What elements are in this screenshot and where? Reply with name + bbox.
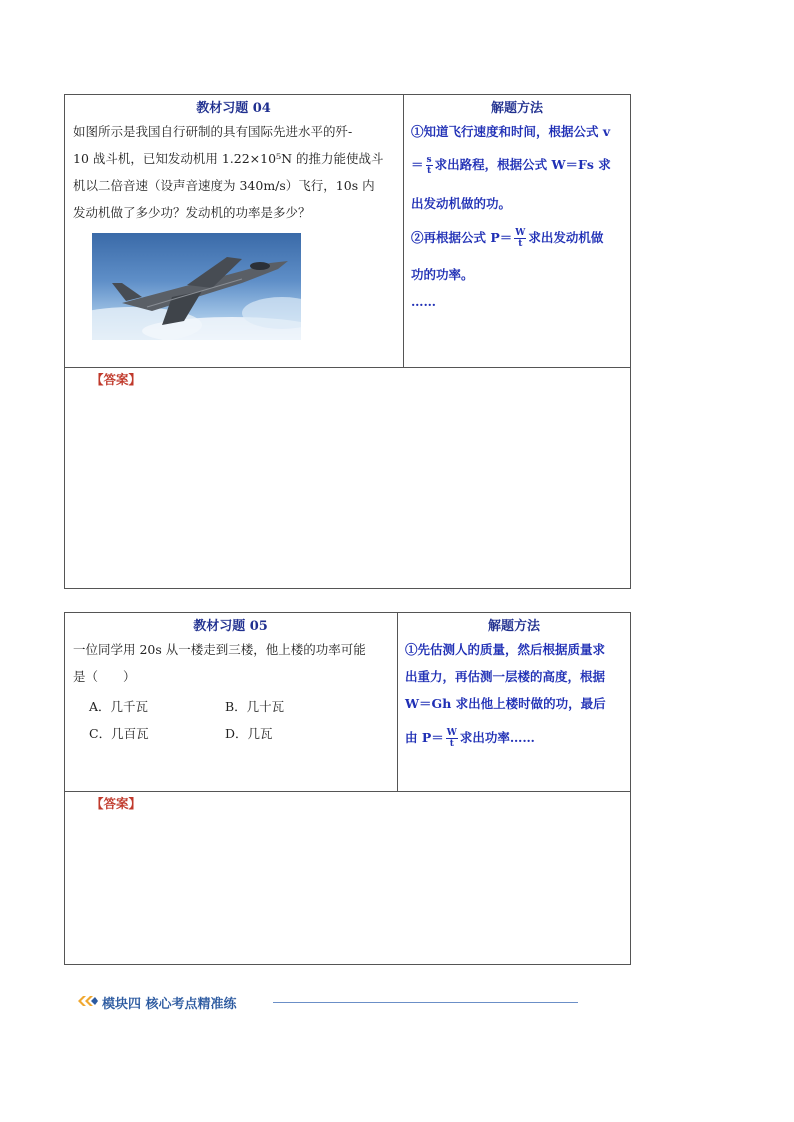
question-line: 发动机做了多少功？发动机的功率是多少？ bbox=[73, 205, 311, 220]
option-c: C．几百瓦 bbox=[89, 726, 149, 741]
double-chevron-icon bbox=[78, 993, 98, 1012]
method-line: ①先估测人的质量，然后根据质量求 bbox=[405, 642, 606, 657]
method-line: …… bbox=[411, 294, 436, 309]
module-title: 模块四 核心考点精准练 bbox=[102, 997, 237, 1012]
fraction-w-over-t: $\frac{W}{t}$ bbox=[515, 228, 526, 249]
exercise-04-method-title: 解题方法 bbox=[490, 101, 543, 116]
method-line: 由 P＝ $\frac{W}{t}$ 求出功率…… bbox=[405, 728, 535, 749]
question-line: 机以二倍音速（设声音速度为 340m/s）飞行，10s 内 bbox=[73, 178, 375, 193]
method-line: 出重力，再估测一层楼的高度，根据 bbox=[405, 669, 606, 684]
method-line: ②再根据公式 P＝ $\frac{W}{t}$ 求出发动机做 bbox=[411, 228, 604, 249]
method-line: 功的功率。 bbox=[411, 267, 474, 282]
method-line: ＝ $\frac{s}{t}$ 求出路程，根据公式 W＝Fs 求 bbox=[411, 155, 611, 176]
option-b: B．几十瓦 bbox=[225, 699, 285, 714]
option-d: D．几瓦 bbox=[225, 726, 273, 741]
method-line: W＝Gh 求出他上楼时做的功，最后 bbox=[405, 696, 606, 711]
method-line: ①知道飞行速度和时间，根据公式 v bbox=[411, 124, 611, 139]
method-line: 出发动机做的功。 bbox=[411, 196, 512, 211]
module-heading bbox=[78, 993, 237, 1012]
exercise-05-title: 教材习题 05 bbox=[193, 619, 268, 634]
option-a: A．几千瓦 bbox=[89, 699, 149, 714]
exercise-04-answer-label: 【答案】 bbox=[91, 372, 142, 387]
fighter-jet-image bbox=[92, 233, 301, 340]
column-divider bbox=[403, 95, 404, 368]
question-line: 10 战斗机，已知发动机用 1.22×10⁵N 的推力能使战斗 bbox=[73, 151, 384, 166]
row-divider bbox=[65, 367, 630, 368]
question-line: 一位同学用 20s 从一楼走到三楼，他上楼的功率可能 bbox=[73, 642, 366, 657]
column-divider bbox=[397, 613, 398, 792]
question-line: 如图所示是我国自行研制的具有国际先进水平的歼- bbox=[73, 124, 353, 139]
row-divider bbox=[65, 791, 630, 792]
fraction-s-over-t: $\frac{s}{t}$ bbox=[426, 155, 432, 176]
exercise-05-answer-label: 【答案】 bbox=[91, 796, 142, 811]
exercise-05-method-title: 解题方法 bbox=[487, 619, 540, 634]
question-line: 是（ ） bbox=[73, 669, 136, 684]
exercise-04-title: 教材习题 04 bbox=[196, 101, 271, 116]
module-heading-rule bbox=[273, 1002, 578, 1003]
fraction-w-over-t: $\frac{W}{t}$ bbox=[446, 728, 457, 749]
